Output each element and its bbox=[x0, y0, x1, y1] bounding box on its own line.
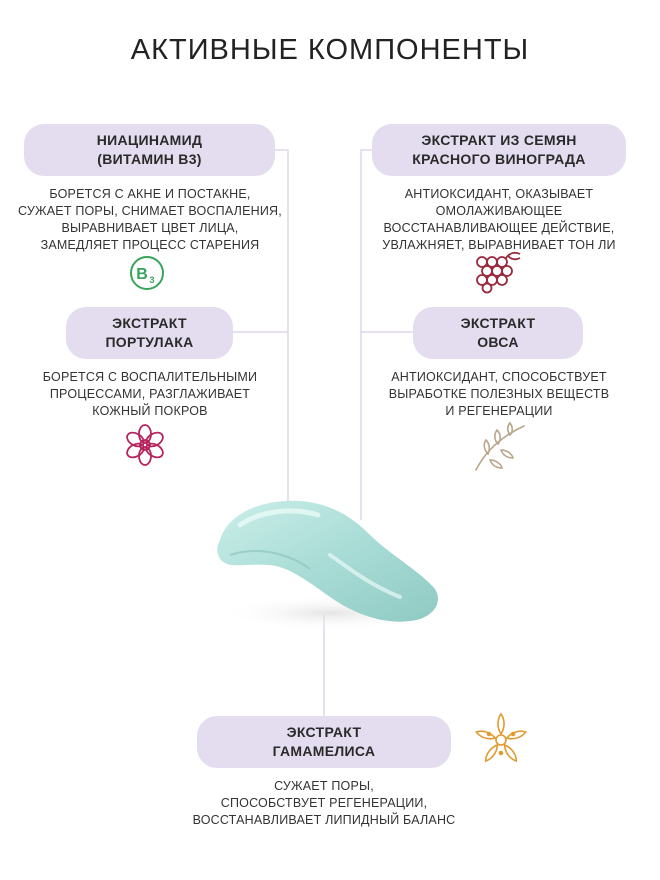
desc-oat-line: И РЕГЕНЕРАЦИИ bbox=[445, 404, 553, 418]
grapes-icon bbox=[472, 248, 526, 294]
pill-niacinamide-line-2: (ВИТАМИН В3) bbox=[97, 151, 202, 167]
desc-niacinamide-line: ВЫРАВНИВАЕТ ЦВЕТ ЛИЦА, bbox=[61, 221, 239, 235]
pill-purslane-line-2: ПОРТУЛАКА bbox=[105, 334, 194, 350]
desc-purslane-line: ПРОЦЕССАМИ, РАЗГЛАЖИВАЕТ bbox=[49, 387, 251, 401]
pill-witch-hazel bbox=[197, 716, 451, 768]
pill-grape-seed bbox=[372, 124, 626, 176]
pill-niacinamide-line-1: НИАЦИНАМИД bbox=[96, 132, 203, 148]
vitamin-b3-subscript: 3 bbox=[149, 275, 155, 285]
desc-niacinamide-line: БОРЕТСЯ С АКНЕ И ПОСТАКНЕ, bbox=[49, 187, 251, 201]
vitamin-b3-letter: B bbox=[136, 266, 148, 283]
gel-texture-swatch bbox=[200, 485, 450, 635]
page-title: АКТИВНЫЕ КОМПОНЕНТЫ bbox=[130, 34, 530, 66]
desc-grape-seed-line: УВЛАЖНЯЕТ, ВЫРАВНИВАЕТ ТОН ЛИ bbox=[382, 238, 616, 252]
desc-witch-hazel-line: СУЖАЕТ ПОРЫ, bbox=[274, 779, 374, 793]
desc-witch-hazel bbox=[164, 778, 484, 829]
desc-oat-line: ВЫРАБОТКЕ ПОЛЕЗНЫХ ВЕЩЕСТВ bbox=[388, 387, 610, 401]
witch-hazel-flower-icon bbox=[473, 712, 529, 768]
pill-oat-line-1: ЭКСТРАКТ bbox=[460, 315, 536, 331]
desc-grape-seed-line: АНТИОКСИДАНТ, ОКАЗЫВАЕТ bbox=[404, 187, 594, 201]
desc-grape-seed-line: ВОССТАНАВЛИВАЮЩЕЕ ДЕЙСТВИЕ, bbox=[383, 221, 615, 235]
desc-purslane-line: КОЖНЫЙ ПОКРОВ bbox=[92, 404, 208, 418]
pill-witch-hazel-line-1: ЭКСТРАКТ bbox=[286, 724, 362, 740]
pill-oat-line-2: ОВСА bbox=[477, 334, 519, 350]
pill-grape-seed-line-2: КРАСНОГО ВИНОГРАДА bbox=[412, 151, 586, 167]
flower-icon bbox=[122, 422, 168, 468]
desc-witch-hazel-line: ВОССТАНАВЛИВАЕТ ЛИПИДНЫЙ БАЛАНС bbox=[192, 813, 456, 827]
pill-purslane bbox=[66, 307, 233, 359]
desc-oat bbox=[364, 369, 634, 420]
pill-purslane-line-1: ЭКСТРАКТ bbox=[112, 315, 187, 331]
desc-grape-seed-line: ОМОЛАЖИВАЮЩЕЕ bbox=[435, 204, 563, 218]
vitamin-b3-icon bbox=[127, 253, 167, 293]
desc-niacinamide-line: ЗАМЕДЛЯЕТ ПРОЦЕСС СТАРЕНИЯ bbox=[40, 238, 260, 252]
desc-witch-hazel-line: СПОСОБСТВУЕТ РЕГЕНЕРАЦИИ, bbox=[220, 796, 428, 810]
desc-niacinamide bbox=[14, 186, 286, 254]
pill-witch-hazel-line-2: ГАМАМЕЛИСА bbox=[272, 743, 376, 759]
desc-purslane bbox=[14, 369, 286, 420]
desc-oat-line: АНТИОКСИДАНТ, СПОСОБСТВУЕТ bbox=[391, 370, 607, 384]
pill-niacinamide bbox=[24, 124, 275, 176]
oat-icon bbox=[470, 420, 530, 472]
desc-grape-seed bbox=[364, 186, 634, 254]
pill-grape-seed-line-1: ЭКСТРАКТ ИЗ СЕМЯН bbox=[421, 132, 577, 148]
pill-oat bbox=[413, 307, 583, 359]
desc-niacinamide-line: СУЖАЕТ ПОРЫ, СНИМАЕТ ВОСПАЛЕНИЯ, bbox=[18, 204, 282, 218]
desc-purslane-line: БОРЕТСЯ С ВОСПАЛИТЕЛЬНЫМИ bbox=[42, 370, 258, 384]
